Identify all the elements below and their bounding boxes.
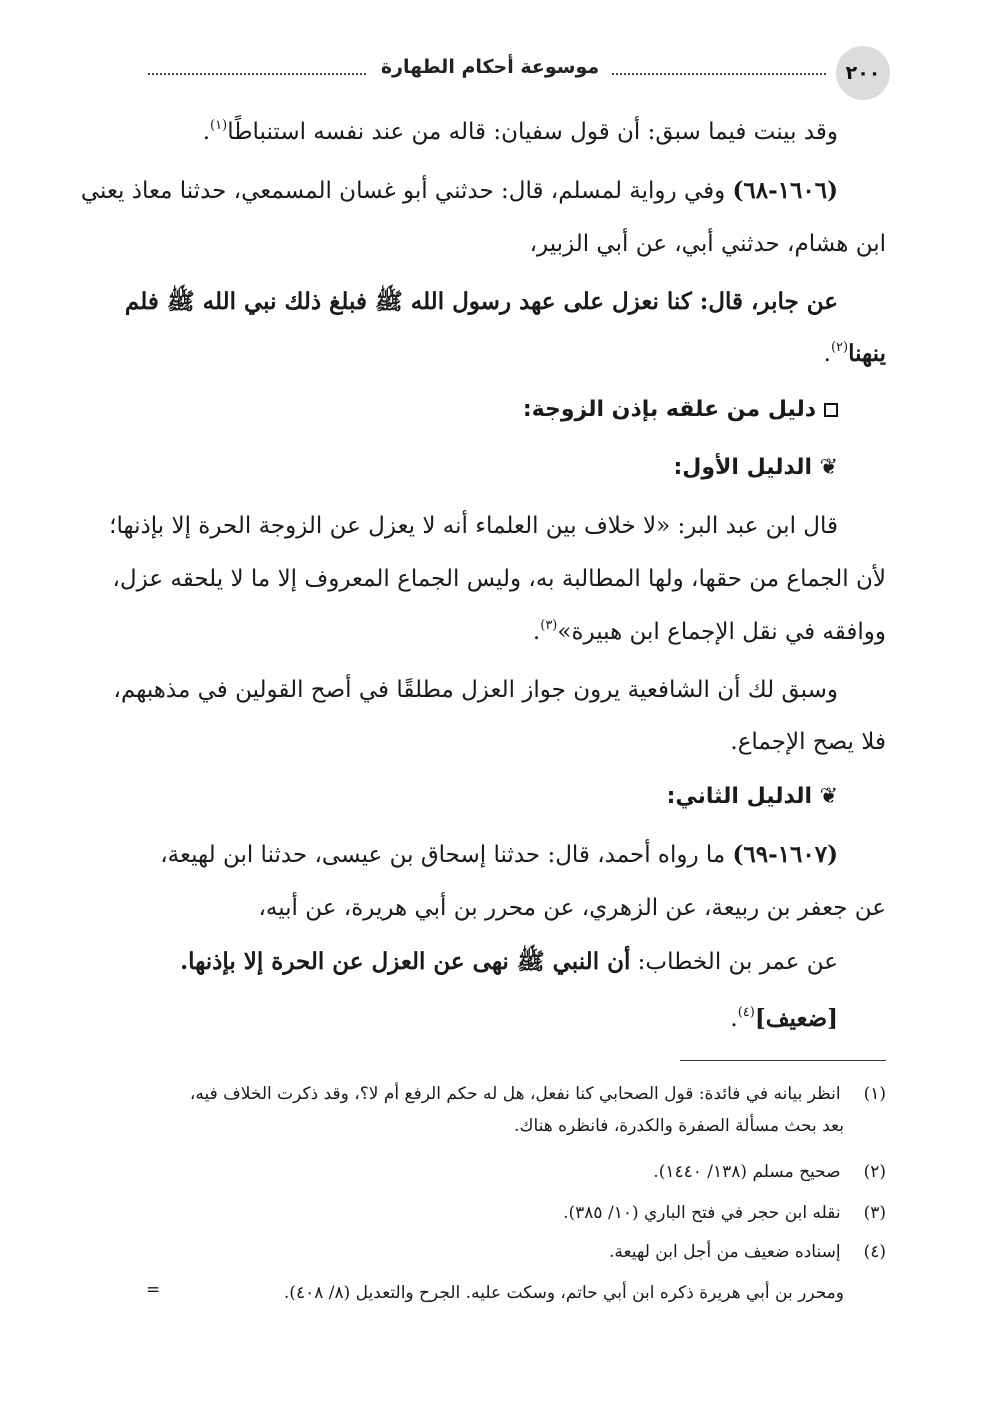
quote-line-2: لأن الجماع من حقها، ولها المطالبة به، وليس الجماع المعروف إلا ما لا يلحقه عزل،: [112, 566, 886, 592]
hadith-1607-line: (١٦٠٧-٦٩) ما رواه أحمد، قال: حدثنا إسحاق بن عيسى، حدثنا ابن لهيعة،: [160, 841, 838, 868]
leaf-bullet-icon: ❦: [819, 784, 838, 809]
page-number: ٢٠٠: [845, 62, 881, 84]
paragraph-line-1: وقد بينت فيما سبق: أن قول سفيان: قاله من عند نفسه استنباطًا$^{(١)}$.: [202, 118, 838, 145]
footnote-4: (٤) إسناده ضعيف من أجل ابن لهيعة.: [609, 1242, 886, 1262]
footnote-ref-1[interactable]: (١): [210, 118, 228, 133]
grading-line: [ضعيف]$^{(٤)}$.: [730, 1005, 838, 1032]
footnote-separator: [680, 1060, 886, 1061]
hadith-1606-line: (١٦٠٦-٦٨) وفي رواية لمسلم، قال: حدثني أبو غسان المسمعي، حدثنا معاذ يعني: [80, 177, 838, 204]
matn-line-1: عن جابر، قال: كنا نعزل على عهد رسول الله ﷺ فبلغ ذلك نبي الله ﷺ فلم: [124, 288, 838, 315]
section-heading: دليل من علقه بإذن الزوجة:: [148, 385, 886, 435]
isnad-line: ابن هشام، حدثني أبي، عن أبي الزبير،: [529, 231, 886, 257]
footnote-3: (٣) نقله ابن حجر في فتح الباري (١٠/ ٣٨٥).: [563, 1203, 886, 1223]
paragraph-shafii-line-1: وسبق لك أن الشافعية يرون جواز العزل مطلقًا في أصح القولين في مذهبهم،: [113, 677, 838, 703]
square-bullet-icon: [824, 403, 838, 417]
header-dots-right: [612, 73, 826, 75]
footnote-1-continuation: بعد بحث مسألة الصفرة والكدرة، فانظره هناك.: [514, 1116, 844, 1136]
quote-line-1: قال ابن عبد البر: «لا خلاف بين العلماء أنه لا يعزل عن الزوجة الحرة إلا بإذنها؛: [109, 513, 838, 539]
hadith-number: (١٦٠٦-٦٨): [732, 177, 838, 204]
continuation-mark: =: [146, 1280, 161, 1300]
subheading-first-evidence: ❦الدليل الأول:: [148, 443, 886, 493]
matn-line-2: ينهنا$^{(٢)}$.: [823, 340, 886, 367]
page-number-badge: [836, 46, 890, 100]
footnote-4-continuation: ومحرر بن أبي هريرة ذكره ابن أبي حاتم، وسكت عليه. الجرح والتعديل (٨/ ٤٠٨).: [283, 1283, 844, 1303]
isnad-line-2: عن جعفر بن ربيعة، عن الزهري، عن محرر بن أبي هريرة، عن أبيه،: [258, 895, 886, 921]
hadith-number: (١٦٠٧-٦٩): [732, 841, 838, 868]
quote-line-3: ووافقه في نقل الإجماع ابن هبيرة»$^{(٣)}$.: [532, 618, 886, 645]
footnote-ref-3[interactable]: (٣): [540, 618, 558, 633]
footnote-1: (١) انظر بيانه في فائدة: قول الصحابي كنا نفعل، هل له حكم الرفع أم لا؟، وقد ذكرت الخلاف فيه،: [189, 1084, 886, 1104]
footnote-ref-4[interactable]: (٤): [737, 1005, 755, 1020]
paragraph-shafii-line-2: فلا يصح الإجماع.: [730, 729, 886, 755]
footnote-ref-2[interactable]: (٢): [830, 340, 849, 355]
running-header-title: موسوعة أحكام الطهارة: [380, 56, 600, 78]
subheading-second-evidence: ❦الدليل الثاني:: [148, 772, 886, 822]
header-dots-left: [148, 73, 366, 75]
leaf-bullet-icon: ❦: [819, 455, 838, 480]
footnote-2: (٢) صحيح مسلم (١٣٨/ ١٤٤٠).: [653, 1162, 886, 1182]
matn-line-3: عن عمر بن الخطاب: أن النبي ﷺ نهى عن العزل عن الحرة إلا بإذنها.: [180, 948, 838, 975]
